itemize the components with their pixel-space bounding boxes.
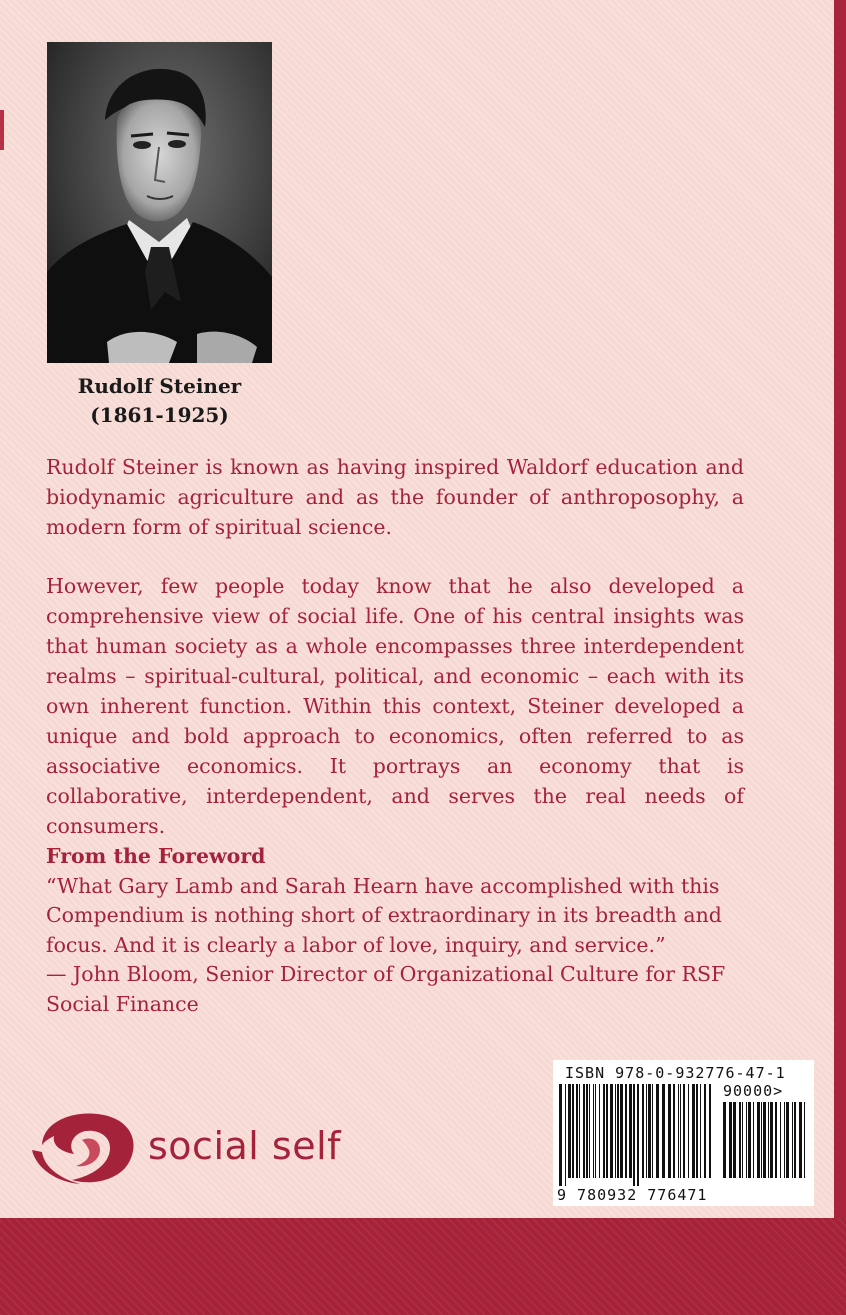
barcode-bar — [610, 1084, 613, 1178]
barcode-bar — [748, 1102, 751, 1178]
barcode-bar — [784, 1102, 785, 1178]
barcode-bar — [761, 1102, 762, 1178]
barcode-bar — [648, 1084, 651, 1178]
barcode-bar — [780, 1102, 781, 1178]
barcode-bar — [625, 1084, 627, 1178]
barcode-bar — [603, 1084, 605, 1178]
barcode-bar — [792, 1102, 793, 1178]
barcode-bar — [757, 1102, 760, 1178]
barcode-bar — [729, 1102, 732, 1178]
barcode-bar — [696, 1084, 698, 1178]
barcode-bar — [709, 1084, 711, 1178]
publisher-logo — [28, 1106, 348, 1186]
barcode-bar — [586, 1084, 588, 1178]
author-name: Rudolf Steiner — [77, 374, 242, 398]
barcode-bar — [700, 1084, 701, 1178]
barcode-bar — [770, 1102, 773, 1178]
intro-paragraph: Rudolf Steiner is known as having inspired Waldorf education and biodynamic agriculture and as the founder of anthroposophy, a modern form of spiritual science. — [46, 455, 744, 539]
portrait-photo — [47, 42, 272, 363]
barcode-bar — [804, 1102, 805, 1178]
barcode-bar — [746, 1102, 747, 1178]
barcode-bar — [704, 1084, 706, 1178]
spine-edge — [834, 0, 846, 1315]
barcode-bar — [775, 1102, 777, 1178]
barcode-bar — [733, 1102, 736, 1178]
barcode-bar — [680, 1084, 681, 1178]
barcode-bar — [683, 1084, 685, 1178]
barcode-bar — [589, 1084, 590, 1178]
barcode-bar — [668, 1084, 671, 1178]
cover-edge-mark — [0, 110, 4, 150]
barcode-bar — [799, 1102, 802, 1178]
barcode-bar — [559, 1084, 562, 1186]
barcode-bar — [595, 1084, 596, 1178]
bottom-band — [0, 1218, 846, 1315]
author-dates: (1861-1925) — [90, 403, 229, 427]
barcode-bar — [620, 1084, 623, 1178]
barcode-digits: 9 780932 776471 — [557, 1186, 708, 1204]
barcode-bar — [576, 1084, 578, 1178]
description-paragraph: However, few people today know that he also developed a comprehensive view of social life. One of his central insights was that human society as a whole encompasses three interdependent realms – spiritual-cultural, political, and economic – each with its own inherent function. Within this context, Steiner developed a unique and bold approach to economics, often referred to as associative economics. It portrays an economy that is collaborative, interdependent, and serves the real needs of consumers. — [46, 574, 744, 838]
barcode-bar — [673, 1084, 675, 1178]
foreword-section — [46, 842, 744, 1019]
barcode-bar — [565, 1084, 566, 1186]
barcode-bar — [642, 1084, 644, 1178]
swirl-logo-icon — [28, 1106, 140, 1186]
barcode-bar — [583, 1084, 585, 1178]
publisher-name: social self — [148, 1124, 342, 1168]
foreword-quote: “What Gary Lamb and Sarah Hearn have accomplished with this Compendium is nothing short of extraordinary in its breadth and focus. And it is clearly a labor of love, inquiry, and service.” — [46, 873, 722, 957]
barcode-bar — [753, 1102, 754, 1178]
barcode-bar — [786, 1102, 789, 1178]
barcode-bar — [656, 1084, 659, 1178]
isbn-label: ISBN 978-0-932776-47-1 — [565, 1064, 786, 1082]
barcode-bar — [615, 1084, 616, 1178]
foreword-attribution: — John Bloom, Senior Director of Organizational Culture for RSF Social Finance — [46, 962, 726, 1016]
author-caption — [47, 372, 272, 430]
author-photo — [47, 42, 272, 363]
barcode-bar — [637, 1084, 639, 1186]
barcode-bar — [692, 1084, 695, 1178]
barcode-bar — [568, 1084, 571, 1178]
barcode-bar — [678, 1084, 679, 1178]
barcode-bar — [662, 1084, 665, 1178]
barcode-bar — [593, 1084, 594, 1178]
barcode-bar — [768, 1102, 769, 1178]
barcode-bar — [617, 1084, 619, 1178]
barcode-bar — [579, 1084, 580, 1178]
foreword-heading: From the Foreword — [46, 844, 266, 868]
barcode-addon-bars — [723, 1102, 807, 1186]
price-code: 90000> — [723, 1082, 784, 1100]
barcode-bar — [646, 1084, 647, 1178]
barcode-bar — [572, 1084, 574, 1178]
barcode-bar — [599, 1084, 600, 1178]
barcode-bar — [742, 1102, 743, 1178]
barcode-bar — [633, 1084, 635, 1186]
barcode-bars — [559, 1084, 715, 1186]
barcode-bar — [794, 1102, 796, 1178]
barcode-bar — [739, 1102, 741, 1178]
barcode-bar — [763, 1102, 766, 1178]
isbn-barcode — [553, 1060, 814, 1206]
barcode-bar — [629, 1084, 632, 1178]
barcode-bar — [688, 1084, 689, 1178]
barcode-bar — [723, 1102, 726, 1178]
barcode-bar — [652, 1084, 653, 1178]
barcode-bar — [606, 1084, 608, 1178]
